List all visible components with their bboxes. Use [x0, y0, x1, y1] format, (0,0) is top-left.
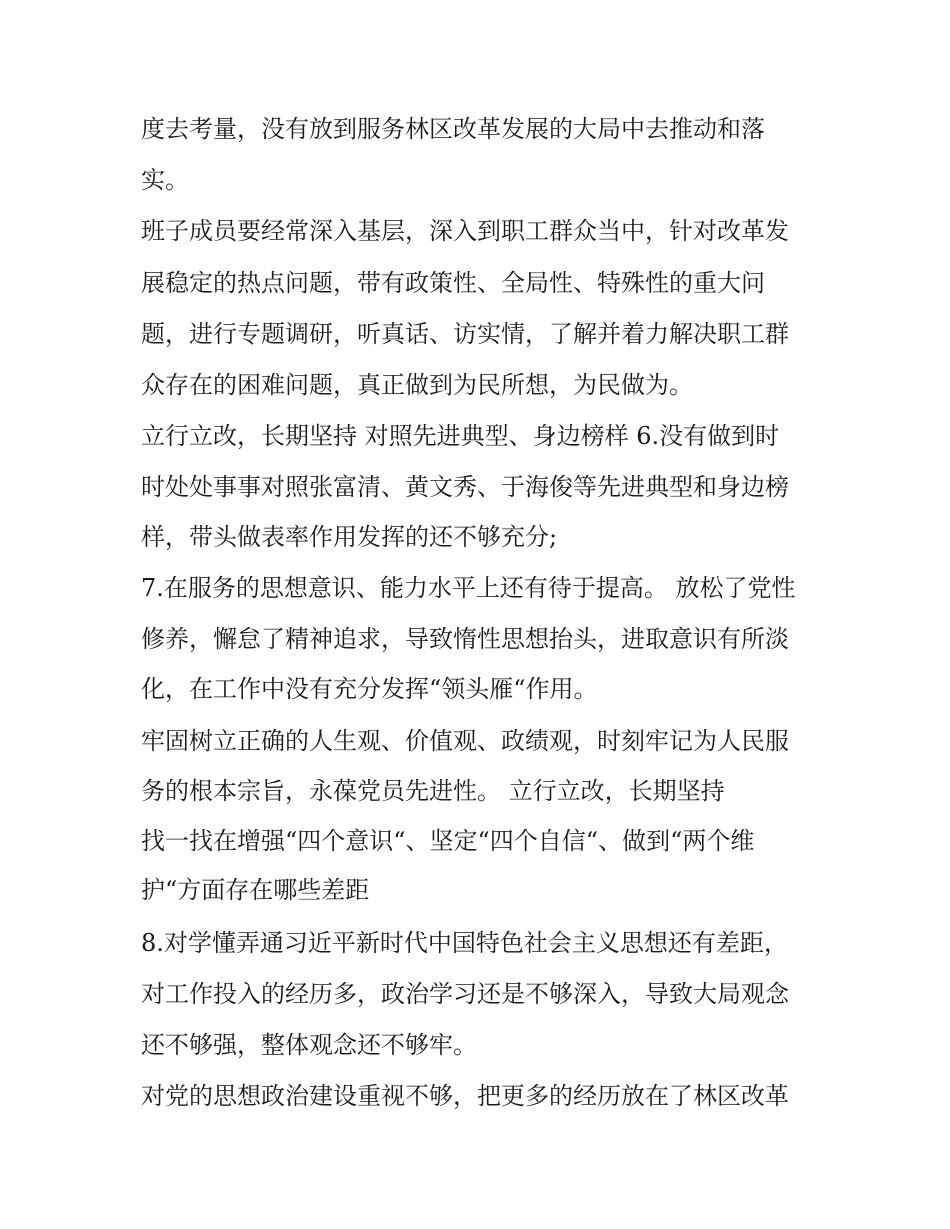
- text-line: 众存在的困难问题，真正做到为民所想，为民做为。: [141, 371, 693, 399]
- text-line: 展稳定的热点问题，带有政策性、全局性、特殊性的重大问: [141, 269, 765, 297]
- text-line: 题，进行专题调研，听真话、访实情，了解并着力解决职工群: [141, 320, 789, 348]
- text-line: 化，在工作中没有充分发挥“领头雁“作用。: [141, 675, 598, 703]
- text-line: 修养，懈怠了精神追求，导致惰性思想抬头，进取意识有所淡: [141, 625, 789, 653]
- text-line: 对工作投入的经历多，政治学习还是不够深入，导致大局观念: [141, 980, 789, 1008]
- text-line: 时处处事事对照张富清、黄文秀、于海俊等先进典型和身边榜: [141, 473, 789, 501]
- text-line: 样，带头做表率作用发挥的还不够充分;: [141, 523, 558, 551]
- text-line: 7.在服务的思想意识、能力水平上还有待于提高。 放松了党性: [141, 574, 796, 602]
- text-line: 务的根本宗旨，永葆党员先进性。 立行立改，长期坚持: [141, 777, 725, 805]
- text-line: 还不够强，整体观念还不够牢。: [141, 1031, 477, 1059]
- text-line: 找一找在增强“四个意识“、坚定“四个自信“、做到“两个维: [141, 827, 755, 855]
- text-line: 对党的思想政治建设重视不够，把更多的经历放在了林区改革: [141, 1082, 789, 1110]
- text-line: 班子成员要经常深入基层，深入到职工群众当中，针对改革发: [141, 217, 789, 245]
- text-line: 护“方面存在哪些差距: [141, 876, 370, 904]
- text-line: 实。: [141, 166, 189, 194]
- text-line: 8.对学懂弄通习近平新时代中国特色社会主义思想还有差距，: [141, 929, 788, 957]
- text-line: 立行立改，长期坚持 对照先进典型、身边榜样 6.没有做到时: [141, 422, 780, 450]
- text-line: 牢固树立正确的人生观、价值观、政绩观，时刻牢记为人民服: [141, 727, 789, 755]
- text-line: 度去考量，没有放到服务林区改革发展的大局中去推动和落: [141, 115, 765, 143]
